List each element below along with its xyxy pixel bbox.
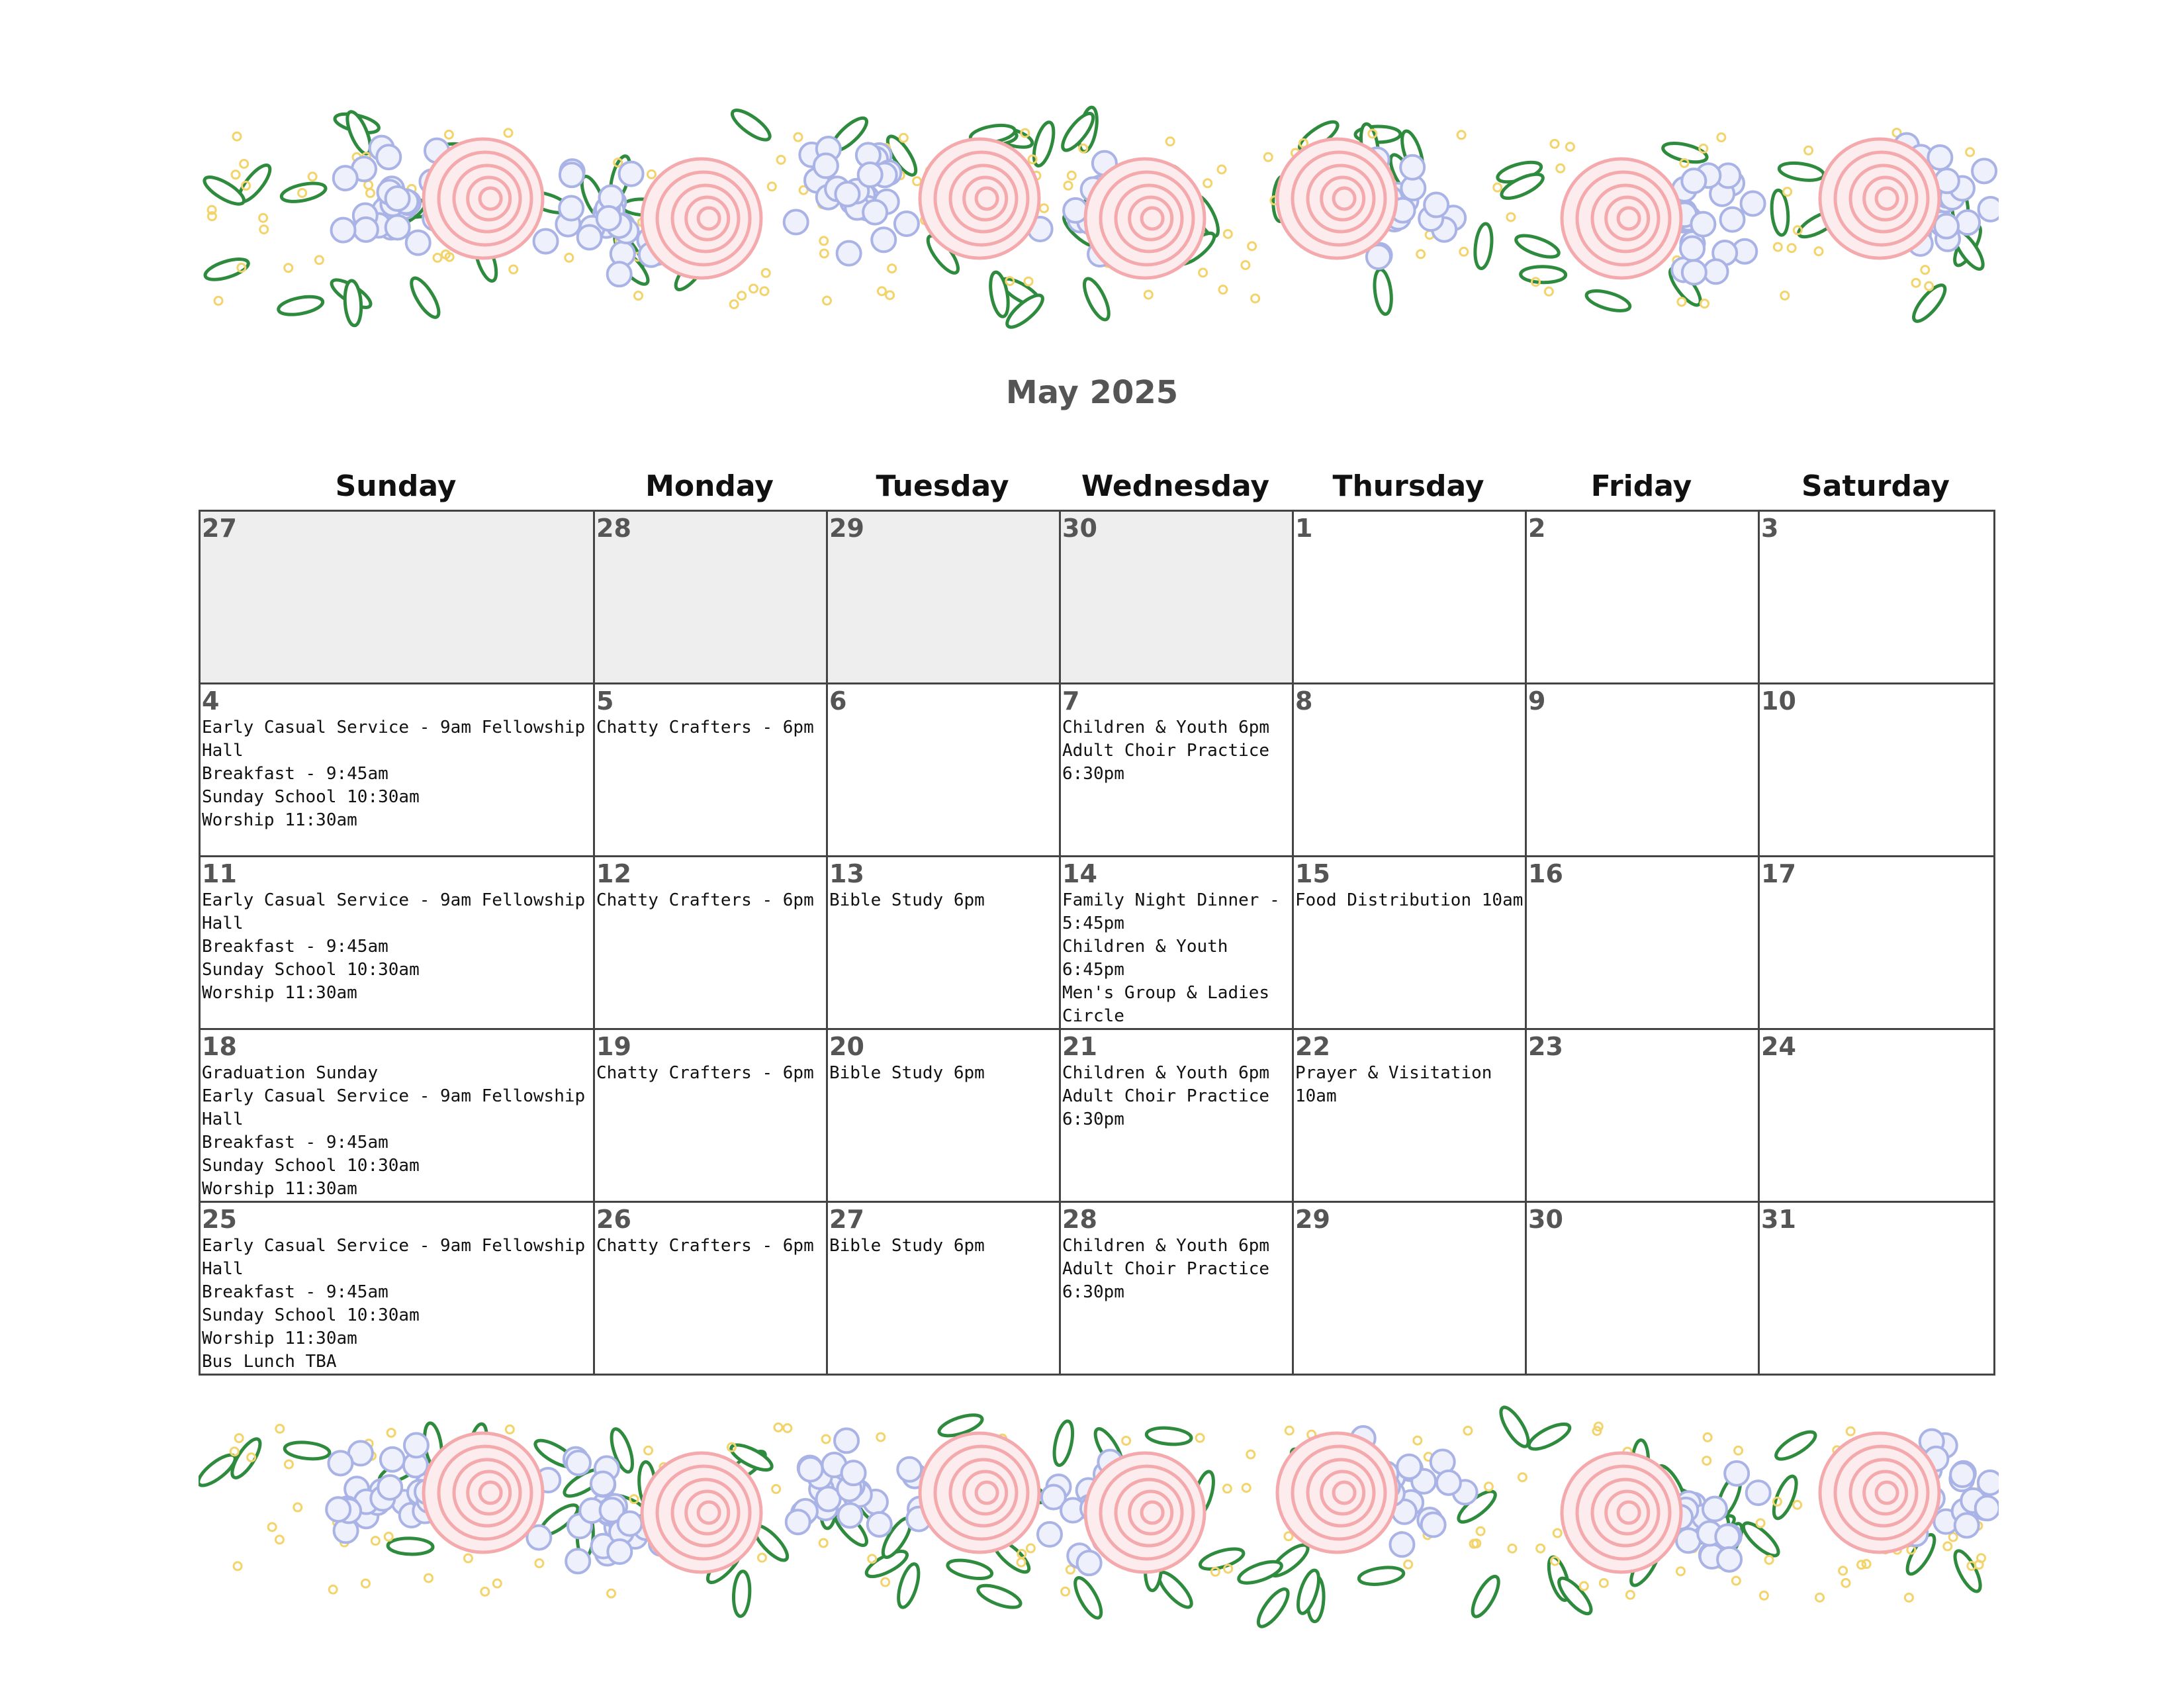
day-cell[interactable] bbox=[593, 855, 828, 1030]
day-cell[interactable] bbox=[1525, 1201, 1760, 1376]
day-number: 30 bbox=[1528, 1205, 1563, 1234]
day-cell[interactable] bbox=[1292, 855, 1527, 1030]
event-item[interactable]: Early Casual Service - 9am Fellowship Hall bbox=[202, 890, 586, 933]
event-item[interactable]: Early Casual Service - 9am Fellowship Hall bbox=[202, 718, 586, 761]
day-number: 15 bbox=[1295, 859, 1330, 888]
day-cell[interactable] bbox=[199, 682, 595, 857]
day-number: 28 bbox=[596, 514, 631, 543]
event-item[interactable]: Adult Choir Practice 6:30pm bbox=[1062, 741, 1270, 784]
day-cell[interactable] bbox=[1059, 1201, 1294, 1376]
day-number: 10 bbox=[1761, 686, 1796, 716]
event-item[interactable]: Sunday School 10:30am bbox=[202, 1156, 420, 1176]
day-cell[interactable] bbox=[593, 1028, 828, 1203]
event-item[interactable]: Graduation Sunday bbox=[202, 1063, 379, 1083]
day-number: 16 bbox=[1528, 859, 1563, 888]
event-item[interactable]: Children & Youth 6pm bbox=[1062, 718, 1270, 737]
event-item[interactable]: Bible Study 6pm bbox=[829, 890, 985, 910]
day-cell[interactable] bbox=[1525, 510, 1760, 684]
day-cell[interactable] bbox=[1292, 1201, 1527, 1376]
event-item[interactable]: Children & Youth 6pm bbox=[1062, 1063, 1270, 1083]
day-cell[interactable] bbox=[826, 510, 1061, 684]
event-item[interactable]: Worship 11:30am bbox=[202, 983, 357, 1003]
day-cell[interactable] bbox=[593, 510, 828, 684]
day-cell[interactable] bbox=[1292, 510, 1527, 684]
event-item[interactable]: 5:45pm bbox=[1062, 914, 1124, 933]
event-item[interactable]: Bible Study 6pm bbox=[829, 1236, 985, 1256]
day-cell[interactable] bbox=[1292, 1028, 1527, 1203]
event-item[interactable]: Breakfast - 9:45am bbox=[202, 1133, 388, 1152]
day-number: 2 bbox=[1528, 514, 1546, 543]
day-number: 19 bbox=[596, 1032, 631, 1061]
day-number: 30 bbox=[1062, 514, 1097, 543]
weekday-header-row bbox=[199, 463, 1993, 510]
event-item[interactable]: Worship 11:30am bbox=[202, 810, 357, 830]
day-cell[interactable] bbox=[1059, 855, 1294, 1030]
event-item[interactable]: Breakfast - 9:45am bbox=[202, 937, 388, 957]
day-cell[interactable] bbox=[1758, 682, 1995, 857]
day-number: 21 bbox=[1062, 1032, 1097, 1061]
weekday-header-friday: Friday bbox=[1590, 469, 1692, 503]
event-item[interactable]: Children & Youth 6:45pm bbox=[1062, 937, 1228, 980]
day-number: 18 bbox=[202, 1032, 237, 1061]
event-item[interactable]: Family Night Dinner - bbox=[1062, 890, 1280, 910]
day-number: 13 bbox=[829, 859, 864, 888]
day-number: 29 bbox=[1295, 1205, 1330, 1234]
day-number: 17 bbox=[1761, 859, 1796, 888]
day-cell[interactable] bbox=[1292, 682, 1527, 857]
event-item[interactable]: Chatty Crafters - 6pm bbox=[596, 718, 814, 737]
day-number: 9 bbox=[1528, 686, 1546, 716]
day-cell[interactable] bbox=[1059, 510, 1294, 684]
day-cell[interactable] bbox=[1059, 682, 1294, 857]
day-cell[interactable] bbox=[826, 1201, 1061, 1376]
event-item[interactable]: Food Distribution 10am bbox=[1295, 890, 1524, 910]
floral-banner-top-icon bbox=[199, 93, 1999, 344]
event-item[interactable]: Bible Study 6pm bbox=[829, 1063, 985, 1083]
day-cell[interactable] bbox=[593, 1201, 828, 1376]
event-item[interactable]: Bus Lunch TBA bbox=[202, 1352, 337, 1372]
day-cell[interactable] bbox=[593, 682, 828, 857]
day-cell[interactable] bbox=[199, 510, 595, 684]
day-cell[interactable] bbox=[199, 1028, 595, 1203]
day-number: 1 bbox=[1295, 514, 1313, 543]
event-item[interactable]: Chatty Crafters - 6pm bbox=[596, 1063, 814, 1083]
event-item[interactable]: Prayer & Visitation 10am bbox=[1295, 1063, 1492, 1106]
event-item[interactable]: Worship 11:30am bbox=[202, 1329, 357, 1348]
weekday-header-sunday: Sunday bbox=[335, 469, 457, 503]
day-number: 3 bbox=[1761, 514, 1779, 543]
day-cell[interactable] bbox=[1758, 1201, 1995, 1376]
day-cell[interactable] bbox=[199, 855, 595, 1030]
calendar-title: May 2025 bbox=[1005, 374, 1179, 411]
day-cell[interactable] bbox=[826, 855, 1061, 1030]
event-item[interactable]: Early Casual Service - 9am Fellowship Hall bbox=[202, 1086, 586, 1129]
calendar-grid bbox=[199, 510, 1993, 1374]
weekday-header-tuesday: Tuesday bbox=[876, 469, 1009, 503]
day-number: 31 bbox=[1761, 1205, 1796, 1234]
day-cell[interactable] bbox=[1525, 1028, 1760, 1203]
day-cell[interactable] bbox=[1758, 510, 1995, 684]
day-number: 24 bbox=[1761, 1032, 1796, 1061]
event-item[interactable]: Chatty Crafters - 6pm bbox=[596, 890, 814, 910]
event-item[interactable]: Breakfast - 9:45am bbox=[202, 1282, 388, 1302]
day-number: 20 bbox=[829, 1032, 864, 1061]
day-number: 5 bbox=[596, 686, 614, 716]
event-item[interactable]: Early Casual Service - 9am Fellowship Hall bbox=[202, 1236, 586, 1279]
event-item[interactable]: Sunday School 10:30am bbox=[202, 1305, 420, 1325]
day-cell[interactable] bbox=[1758, 855, 1995, 1030]
event-item[interactable]: Children & Youth 6pm bbox=[1062, 1236, 1270, 1256]
day-number: 29 bbox=[829, 514, 864, 543]
event-item[interactable]: Adult Choir Practice 6:30pm bbox=[1062, 1086, 1270, 1129]
day-number: 14 bbox=[1062, 859, 1097, 888]
day-number: 26 bbox=[596, 1205, 631, 1234]
day-number: 28 bbox=[1062, 1205, 1097, 1234]
day-number: 12 bbox=[596, 859, 631, 888]
day-cell[interactable] bbox=[1525, 682, 1760, 857]
day-number: 8 bbox=[1295, 686, 1313, 716]
day-cell[interactable] bbox=[1758, 1028, 1995, 1203]
day-cell[interactable] bbox=[826, 682, 1061, 857]
event-item[interactable]: Worship 11:30am bbox=[202, 1179, 357, 1199]
day-number: 7 bbox=[1062, 686, 1080, 716]
weekday-header-monday: Monday bbox=[645, 469, 774, 503]
day-number: 25 bbox=[202, 1205, 237, 1234]
day-number: 11 bbox=[202, 859, 237, 888]
weekday-header-wednesday: Wednesday bbox=[1081, 469, 1270, 503]
event-item[interactable]: Sunday School 10:30am bbox=[202, 787, 420, 807]
day-number: 4 bbox=[202, 686, 220, 716]
day-number: 27 bbox=[829, 1205, 864, 1234]
day-number: 22 bbox=[1295, 1032, 1330, 1061]
day-number: 23 bbox=[1528, 1032, 1563, 1061]
day-cell[interactable] bbox=[199, 1201, 595, 1376]
floral-banner-bottom-icon bbox=[199, 1387, 1999, 1638]
event-item[interactable]: Chatty Crafters - 6pm bbox=[596, 1236, 814, 1256]
day-cell[interactable] bbox=[1525, 855, 1760, 1030]
event-item[interactable]: Sunday School 10:30am bbox=[202, 960, 420, 980]
day-cell[interactable] bbox=[1059, 1028, 1294, 1203]
day-number: 27 bbox=[202, 514, 237, 543]
weekday-header-thursday: Thursday bbox=[1332, 469, 1484, 503]
day-number: 6 bbox=[829, 686, 847, 716]
day-cell[interactable] bbox=[826, 1028, 1061, 1203]
weekday-header-saturday: Saturday bbox=[1801, 469, 1950, 503]
event-item[interactable]: Men's Group & Ladies Circle bbox=[1062, 983, 1270, 1026]
event-item[interactable]: Adult Choir Practice 6:30pm bbox=[1062, 1259, 1270, 1302]
event-item[interactable]: Breakfast - 9:45am bbox=[202, 764, 388, 784]
